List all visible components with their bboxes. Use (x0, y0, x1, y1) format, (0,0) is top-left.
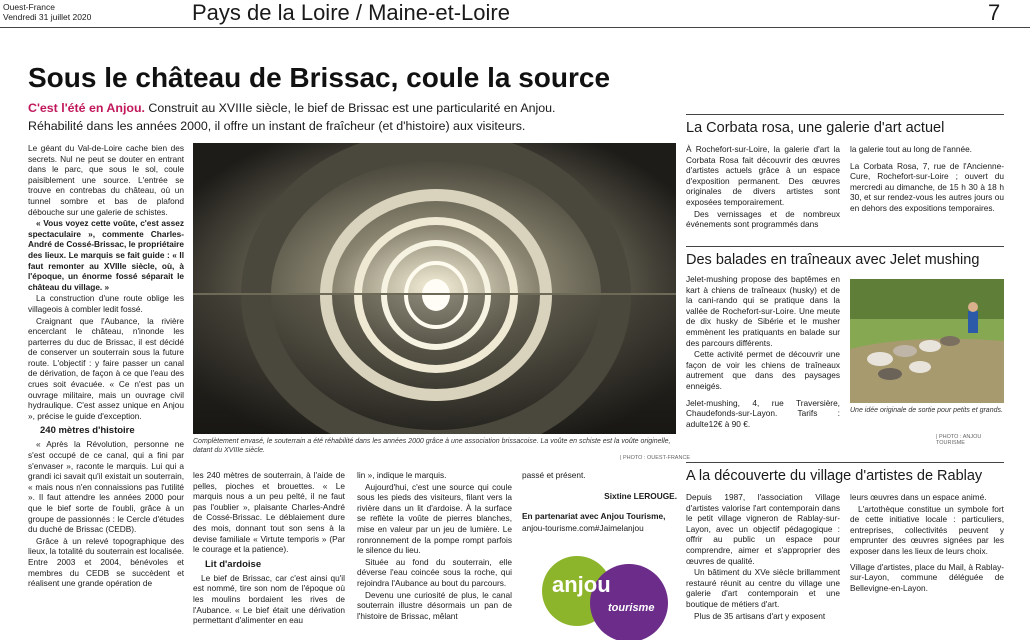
byline: Sixtine LEROUGE. (604, 490, 677, 501)
rablay-col2-para-1: leurs œuvres dans un espace animé. (850, 492, 987, 502)
subhead-240m: 240 mètres d'histoire (40, 425, 135, 437)
rablay-title: A la découverte du village d'artistes de Rablay (686, 468, 983, 484)
article-kicker: C'est l'été en Anjou. (28, 101, 145, 115)
masthead-rule (0, 27, 1030, 28)
col3-para-2: Aujourd'hui, c'est une source qui coule sous les pieds des visiteurs, filant vers la rivière dans un lit d'ardoise. À la surface se reflète la voûte de pierres blanches, mise en valeur par un jeu de lumière. Le ronronnement de la pompe rompt parfois le silence du lieu. (357, 481, 512, 556)
col4-para-1: passé et présent. (522, 470, 586, 480)
jelet-box (686, 246, 1004, 454)
article-title: Sous le château de Brissac, coule la source (28, 62, 611, 93)
jelet-para-2: Cette activité permet de découvrir une façon de voir les chiens de traîneaux autrement que dans des paysages enneigés. (686, 349, 840, 391)
husky-photo-caption: Une idée originale de sortie pour petits et grands. (850, 407, 1003, 414)
rablay-box (686, 462, 1004, 640)
col3-para-1: lin », indique le marquis. (357, 470, 447, 480)
col1-para-1: Le géant du Val-de-Loire cache bien des secrets. Nul ne peut se douter en entrant dans le parc, que sous le sol, coule paisiblement une source. L'entrée se trouve en contrebas du château, où un tunnel sombre et bas de plafond débouche sur une galerie de schistes. (28, 143, 184, 217)
corbata-col2-para-2: La Corbata Rosa, 7, rue de l'Ancienne-Cure, Rochefort-sur-Loire ; ouvert du mercredi au dimanche, de 15 h 30 à 18 h 30, et sur rendez-vous les autres jours ou en dehors des expositions temporaires. (850, 160, 1004, 213)
jelet-top-rule (686, 246, 1004, 247)
article-column-4 (522, 470, 677, 640)
logo-word-anjou: anjou (552, 572, 611, 597)
section-title: Pays de la Loire / Maine-et-Loire (192, 0, 510, 25)
issue-date: Vendredi 31 juillet 2020 (3, 12, 92, 22)
corbata-col-1 (686, 144, 840, 231)
jelet-title: Des balades en traîneaux avec Jelet mushing (686, 252, 980, 268)
col1-para-4: Craignant que l'Aubance, la rivière encerclant le château, n'inonde les parterres du duc de Brissac, il est décidé de conserver un souterrain sous la future route. L'objectif : y faire passer un canal de dérivation, de façon à ce que l'eau des crues soit évacuée. « Ce n'est pas un ouvrage militaire, mais un ouvrage civil hydraulique. C'est assez unique en Anjou », précise le guide d'exception. (28, 315, 184, 421)
article-lead-2: Réhabilité dans les années 2000, il offre un instant de fraîcheur (et d'histoire) aux visiteurs. (28, 119, 526, 133)
tunnel-photo-caption: Complètement envasé, le souterrain a été réhabilité dans les années 2000 grâce à une association brissacoise. La voûte en schiste est la voûte originelle, datant du XVIIIe siècle. (193, 438, 671, 454)
col1-para-2: « Vous voyez cette voûte, c'est assez spectaculaire », commente Charles-André de Cossé-Brissac, le propriétaire des lieux. Le marquis se fait guide : « Il faut remonter au XVIIIe siècle, où, à l'époque, un énorme fossé séparait le château du village. » (28, 218, 184, 292)
rablay-col2-para-3: Village d'artistes, place du Mail, à Rablay-sur-Layon, commune déléguée de Bellevigne-en-Layon. (850, 561, 1004, 593)
subhead-lit-ardoise: Lit d'ardoise (205, 558, 262, 570)
rablay-col1-para-2: Un bâtiment du XVe siècle brillamment restauré réunit au centre du village une galerie d'art contemporain et une boutique de métiers d'art. (686, 567, 840, 609)
article-lead (28, 99, 588, 135)
article-column-1 (28, 143, 184, 640)
corbata-col2-para-1: la galerie tout au long de l'année. (850, 144, 972, 154)
jelet-para-3: Jelet-mushing, 4, rue Traversière, Chaudefonds-sur-Layon. Tarifs : adulte12€ à 90 €. (686, 397, 840, 429)
rablay-col1-para-3: Plus de 35 artisans d'art y exposent (694, 610, 826, 621)
rablay-top-rule (686, 462, 1004, 463)
col3-para-3: Située au fond du souterrain, elle déverse l'eau coincée sous la roche, qui rejoindra l'Aubance au bout du parcours. (357, 556, 512, 588)
page-number: 7 (988, 0, 1001, 25)
col2-para-2: Le bief de Brissac, car c'est ainsi qu'il est nommé, tire son nom de l'époque où les moulins bordaient les rives de l'Aubance. « Le bief était une dérivation permettant d'alimenter en eau (193, 572, 345, 626)
rablay-col-1 (686, 492, 840, 622)
corbata-col1-para-1: À Rochefort-sur-Loire, la galerie d'art la Corbata Rosa fait découvrir des œuvres d'artistes actuels grâce à un espace d'exposition permanent. Des œuvres originales de divers artistes sont exposées temporairement. (686, 144, 840, 207)
corbata-top-rule (686, 114, 1004, 115)
jelet-para-1: Jelet-mushing propose des baptêmes en kart à chiens de traîneaux (husky) et de la cani-rando qui se pratique dans la vallée de Rochefort-sur-Loire. Une meute de dix husky de Sibérie et le musher emmènent les pratiquants en balade sur des parcours différents. (686, 274, 840, 348)
masthead (0, 0, 1030, 28)
rablay-col2-para-2: L'artothèque constitue un symbole fort de cette initiative locale : particuliers, entreprises, collectivités peuvent y emprunter des œuvres signées par les exposer dans les lieux de leurs choix. (850, 503, 1004, 556)
article-column-3 (357, 470, 512, 640)
corbata-box (686, 114, 1004, 242)
corbata-col-2 (850, 144, 1004, 215)
husky-photo-credit: | PHOTO : ANJOU TOURISME (936, 434, 982, 446)
logo-word-tourisme: tourisme (608, 602, 655, 614)
anjou-tourisme-logo (542, 550, 672, 640)
corbata-title: La Corbata rosa, une galerie d'art actuel (686, 120, 945, 136)
partnership-line: En partenariat avec Anjou Tourisme, (522, 511, 666, 522)
col3-para-4: Devenu une curiosité de plus, le canal souterrain illustre désormais un pan de l'histoire de Brissac, mêlant (357, 589, 512, 621)
rablay-col1-para-1: Depuis 1987, l'association Village d'artistes valorise l'art contemporain dans le petit village vigneron de Rablay-sur-Layon, avec un objectif pédagogique : offrir au public un espace pour comprendre, aimer et s'approprier des œuvres de qualité. (686, 492, 840, 566)
husky-photo (850, 279, 1004, 403)
col1-para-3: La construction d'une route oblige les villageois à combler ledit fossé. (28, 293, 184, 314)
col1-para-6: Grâce à un relevé topographique des lieux, la totalité du souterrain est localisée. Entre 2003 et 2004, bénévoles et membres du CEDB se succèdent et réalisent une grande opération de (28, 535, 184, 589)
rablay-col-2 (850, 492, 1004, 594)
article-column-2 (193, 470, 345, 640)
partnership-url[interactable]: anjou-tourisme.com#Jaimelanjou (522, 522, 644, 533)
tunnel-illustration (193, 143, 676, 434)
article-lead-1: Construit au XVIIIe siècle, le bief de Brissac est une particularité en Anjou. (148, 101, 556, 115)
corbata-col1-para-2: Des vernissages et de nombreux événements sont programmés dans (686, 208, 840, 230)
col2-para-1: les 240 mètres de souterrain, à l'aide de pelles, pioches et brouettes. « Le marquis nous a un peu pelté, il ne faut pas l'oublier », plaisante Charles-André de Cossé-Brissac. Le déblaiement dure des mois, donnant tout son sens à la devise familiale « Virtute temporis » (Par le courage et la patience). (193, 470, 345, 555)
col1-para-5: « Après la Révolution, personne ne s'est occupé de ce canal, qui a fini par s'envaser », raconte le marquis. Lui qui a grandi ici savait qu'il existait un souterrain, « mais nous n'en connaissions pas l'utilité ». Il faut attendre les années 2000 pour que le bief sorte de l'oubli, grâce à un groupe de passionnés : le Cercle d'études du duché de Brissac (CEDB). (28, 439, 184, 535)
tunnel-photo-credit: | PHOTO : OUEST-FRANCE (620, 455, 691, 461)
tunnel-photo (193, 143, 676, 434)
husky-illustration (850, 279, 1004, 403)
paper-name: Ouest-France (3, 2, 55, 12)
jelet-text (686, 274, 840, 430)
